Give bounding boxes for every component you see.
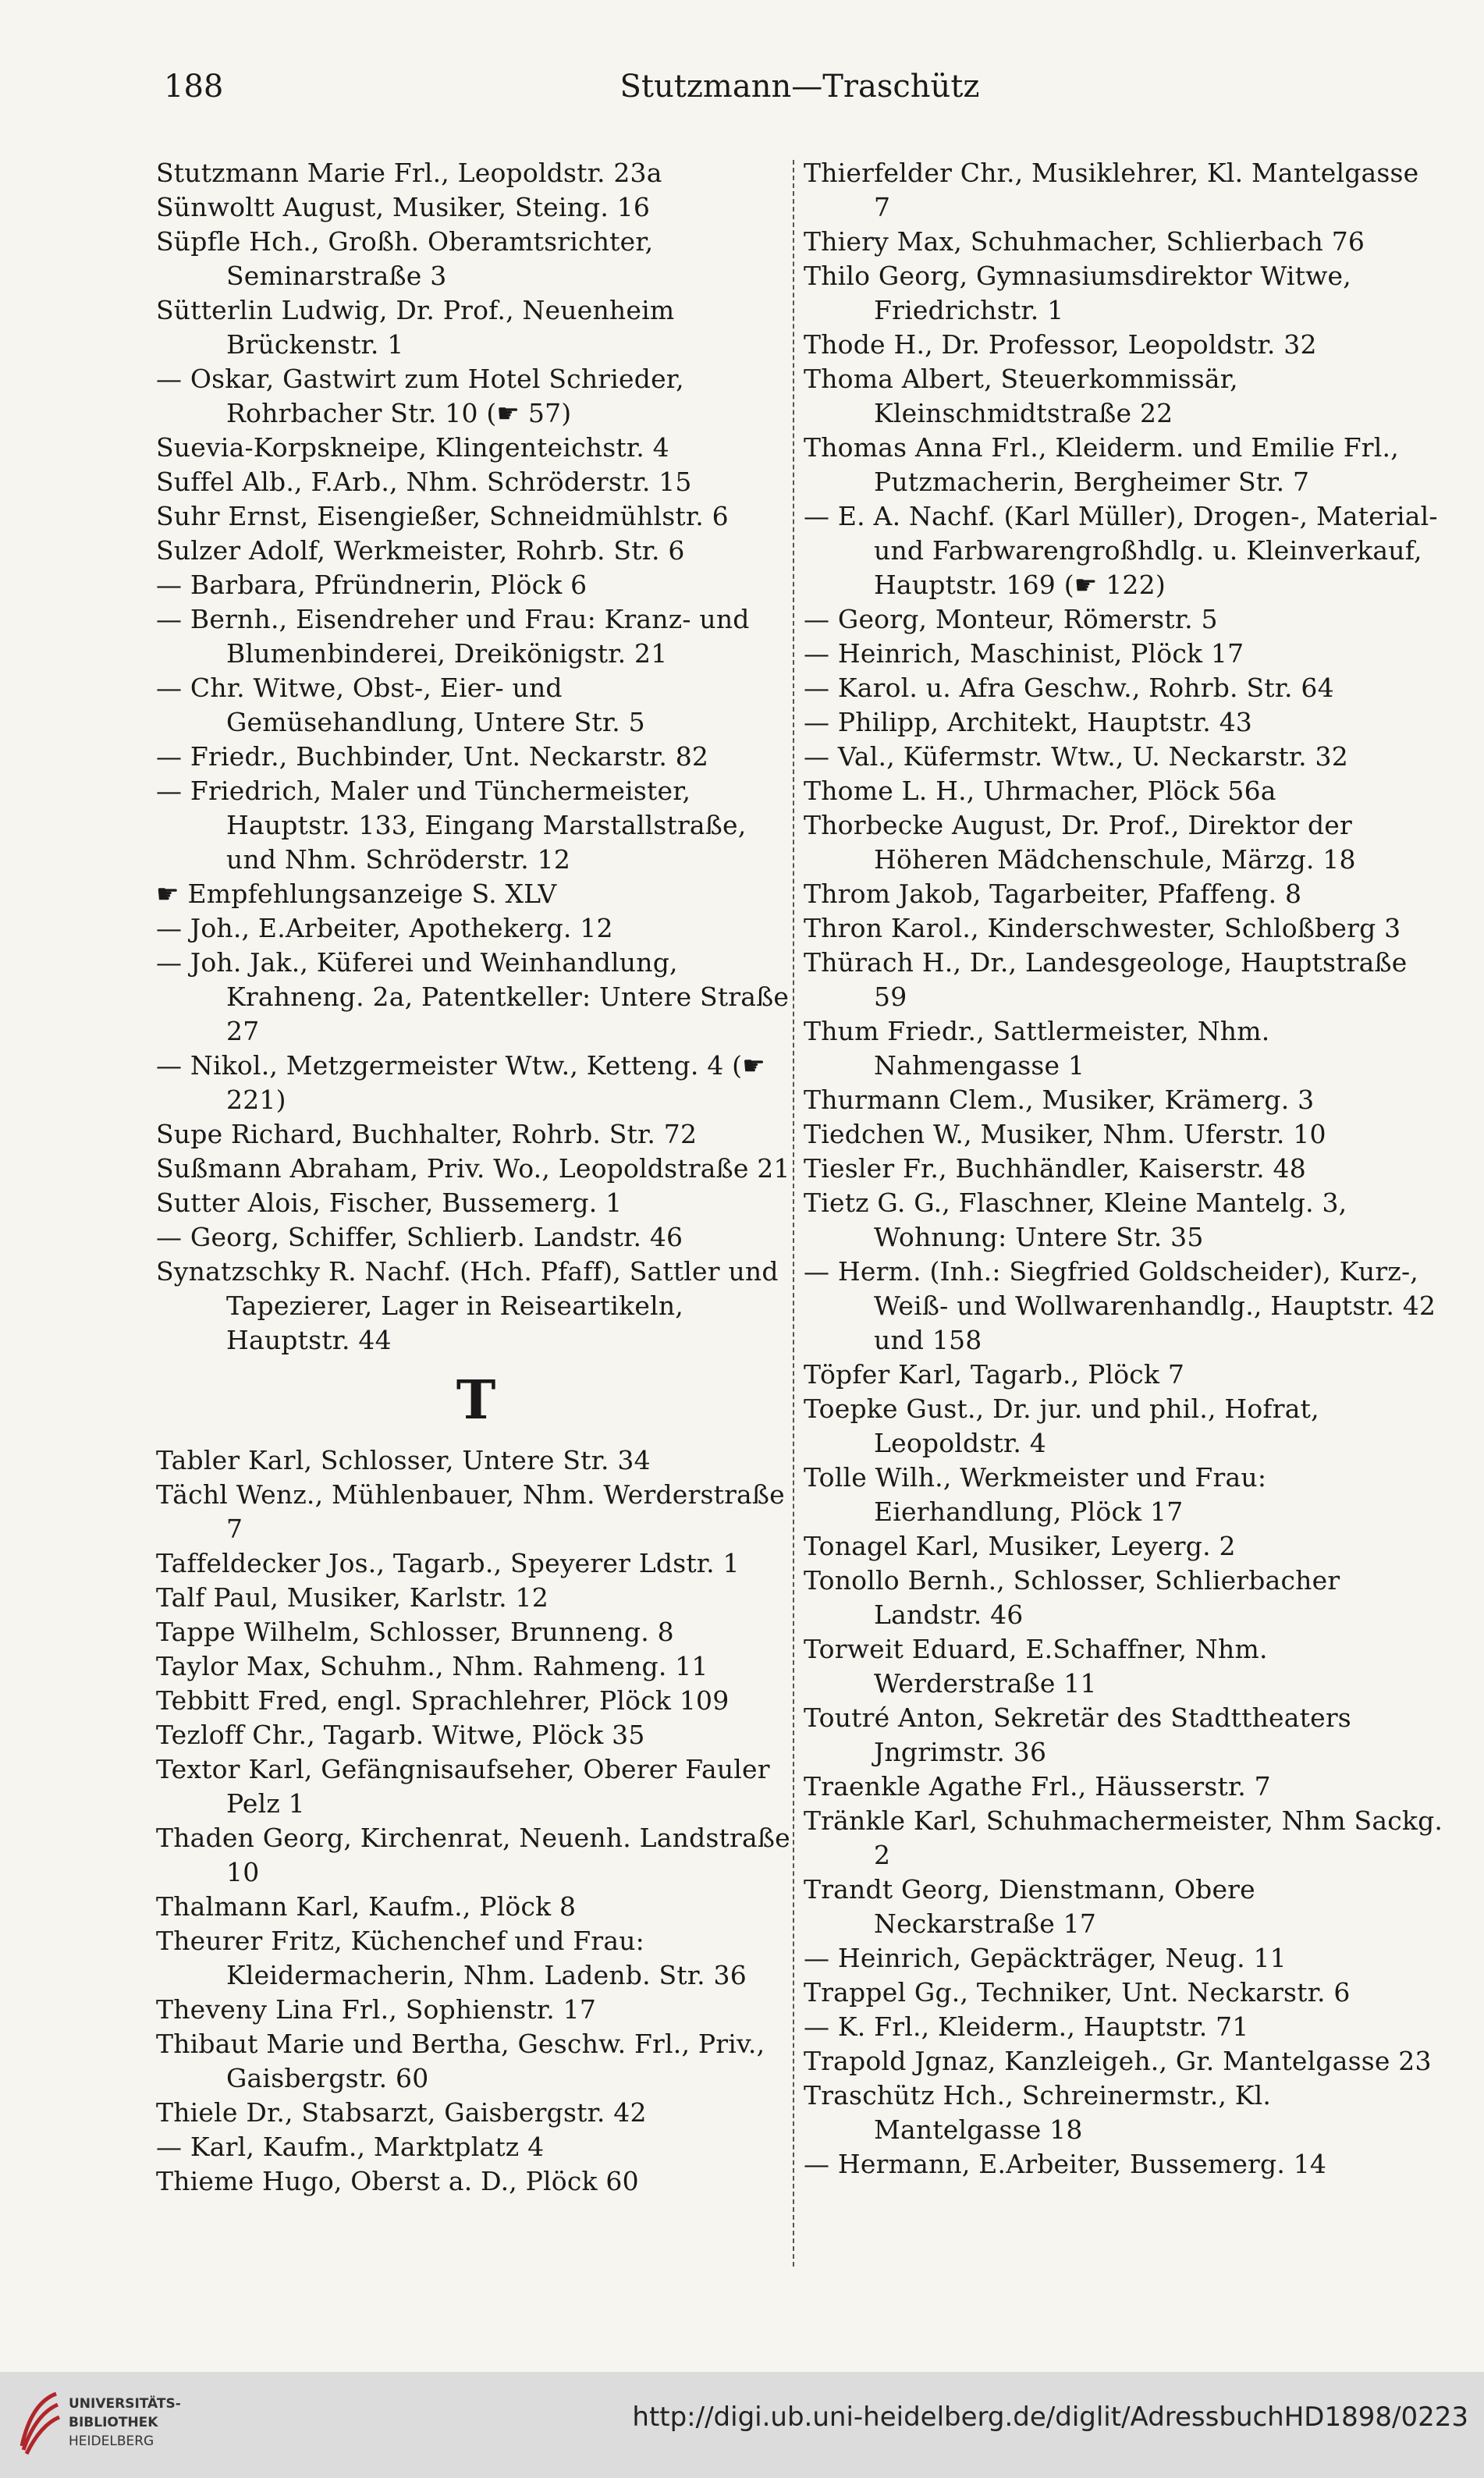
directory-entry: Textor Karl, Gefängnisaufseher, Oberer Fauler Pelz 1 <box>156 1754 770 1819</box>
directory-entry: Thorbecke August, Dr. Prof., Direktor der Höheren Mädchenschule, Märzg. 18 <box>804 810 1356 875</box>
directory-entry: — E. A. Nachf. (Karl Müller), Drogen-, Material- und Farbwarengroßhdlg. u. Kleinverkauf, Hauptstr. 169 (☛ 122) <box>804 501 1438 600</box>
footer-bar <box>0 2372 1484 2478</box>
directory-entry: — Oskar, Gastwirt zum Hotel Schrieder, Rohrbacher Str. 10 (☛ 57) <box>156 364 684 428</box>
directory-entry: Toutré Anton, Sekretär des Stadttheaters Jngrimstr. 36 <box>804 1702 1351 1767</box>
logo-text-line3: HEIDELBERG <box>69 2434 154 2449</box>
directory-entry: Tezloff Chr., Tagarb. Witwe, Plöck 35 <box>156 1720 645 1750</box>
directory-entry: Tächl Wenz., Mühlenbauer, Nhm. Werderstraße 7 <box>156 1479 785 1544</box>
directory-entry: Thoma Albert, Steuerkommissär, Kleinschmidtstraße 22 <box>804 364 1238 428</box>
directory-entry: Throm Jakob, Tagarbeiter, Pfaffeng. 8 <box>804 879 1302 909</box>
directory-entry: Taylor Max, Schuhm., Nhm. Rahmeng. 11 <box>156 1651 708 1681</box>
right-column <box>804 156 1443 2182</box>
directory-entry: — Herm. (Inh.: Siegfried Goldscheider), Kurz-, Weiß- und Wollwarenhandlg., Hauptstr. 42 und 158 <box>804 1256 1436 1355</box>
directory-entry: — Heinrich, Maschinist, Plöck 17 <box>804 638 1244 669</box>
directory-entry: Thurmann Clem., Musiker, Krämerg. 3 <box>804 1085 1315 1115</box>
directory-entry: — Friedr., Buchbinder, Unt. Neckarstr. 82 <box>156 741 709 772</box>
directory-entry: Theveny Lina Frl., Sophienstr. 17 <box>156 1994 597 2025</box>
directory-entry: Thron Karol., Kinderschwester, Schloßberg 3 <box>804 913 1401 943</box>
directory-entry: Süpfle Hch., Großh. Oberamtsrichter, Seminarstraße 3 <box>156 226 654 291</box>
directory-entry: Thiele Dr., Stabsarzt, Gaisbergstr. 42 <box>156 2097 647 2128</box>
directory-entry: Taffeldecker Jos., Tagarb., Speyerer Ldstr. 1 <box>156 1548 740 1578</box>
directory-entry: — Karl, Kaufm., Marktplatz 4 <box>156 2132 545 2162</box>
directory-entry: — Georg, Schiffer, Schlierb. Landstr. 46 <box>156 1222 683 1252</box>
library-logo[interactable] <box>16 2387 203 2466</box>
directory-entry: Sünwoltt August, Musiker, Steing. 16 <box>156 192 651 222</box>
directory-entry: Theurer Fritz, Küchenchef und Frau: Kleidermacherin, Nhm. Ladenb. Str. 36 <box>156 1926 747 1990</box>
directory-entry: Traschütz Hch., Schreinermstr., Kl. Mantelgasse 18 <box>804 2080 1272 2145</box>
directory-entry: Tonagel Karl, Musiker, Leyerg. 2 <box>804 1531 1236 1561</box>
page-header <box>164 69 1436 131</box>
directory-entry: Supe Richard, Buchhalter, Rohrb. Str. 72 <box>156 1119 698 1149</box>
directory-entry: Tränkle Karl, Schuhmachermeister, Nhm Sackg. 2 <box>804 1805 1443 1870</box>
directory-entry: Suevia-Korpskneipe, Klingenteichstr. 4 <box>156 432 669 463</box>
directory-entry: Thode H., Dr. Professor, Leopoldstr. 32 <box>804 329 1317 360</box>
directory-entry: Trapold Jgnaz, Kanzleigeh., Gr. Mantelgasse 23 <box>804 2046 1432 2076</box>
directory-entry: Suhr Ernst, Eisengießer, Schneidmühlstr. 6 <box>156 501 729 531</box>
left-entries-s <box>156 156 796 1358</box>
right-entries <box>804 156 1443 2182</box>
directory-entry: Tabler Karl, Schlosser, Untere Str. 34 <box>156 1445 651 1475</box>
directory-entry: — Val., Küfermstr. Wtw., U. Neckarstr. 32 <box>804 741 1348 772</box>
directory-entry: — Friedrich, Maler und Tünchermeister, Hauptstr. 133, Eingang Marstallstraße, und Nhm. Schröderstr. 12 <box>156 776 747 875</box>
directory-entry: Thalmann Karl, Kaufm., Plöck 8 <box>156 1891 577 1922</box>
logo-text-line1: UNIVERSITÄTS- <box>69 2396 181 2412</box>
directory-entry: — Georg, Monteur, Römerstr. 5 <box>804 604 1218 634</box>
directory-entry: Töpfer Karl, Tagarb., Plöck 7 <box>804 1359 1185 1390</box>
directory-entry: Tiesler Fr., Buchhändler, Kaiserstr. 48 <box>804 1153 1306 1184</box>
section-letter-t: T <box>456 1369 496 1432</box>
directory-entry: — K. Frl., Kleiderm., Hauptstr. 71 <box>804 2011 1249 2042</box>
directory-entry: Synatzschky R. Nachf. (Hch. Pfaff), Sattler und Tapezierer, Lager in Reiseartikeln, Hauptstr. 44 <box>156 1256 779 1355</box>
directory-entry: Tebbitt Fred, engl. Sprachlehrer, Plöck 109 <box>156 1685 730 1716</box>
directory-entry: — Karol. u. Afra Geschw., Rohrb. Str. 64 <box>804 673 1334 703</box>
directory-entry: Tonollo Bernh., Schlosser, Schlierbacher Landstr. 46 <box>804 1565 1340 1630</box>
directory-entry: — Nikol., Metzgermeister Wtw., Ketteng. 4 (☛ 221) <box>156 1050 765 1115</box>
directory-entry: Thaden Georg, Kirchenrat, Neuenh. Landstraße 10 <box>156 1823 790 1887</box>
page-number: 188 <box>164 69 224 105</box>
directory-entry: Sutter Alois, Fischer, Bussemerg. 1 <box>156 1188 623 1218</box>
directory-entry: — Barbara, Pfründnerin, Plöck 6 <box>156 570 588 600</box>
left-column <box>156 156 796 2199</box>
left-entries-t <box>156 1443 796 2199</box>
directory-entry: ☛ Empfehlungsanzeige S. XLV <box>156 879 557 909</box>
directory-entry: — Bernh., Eisendreher und Frau: Kranz- und Blumenbinderei, Dreikönigstr. 21 <box>156 604 750 669</box>
directory-entry: — Joh. Jak., Küferei und Weinhandlung, Krahneng. 2a, Patentkeller: Untere Straße 27 <box>156 947 790 1046</box>
directory-entry: Thum Friedr., Sattlermeister, Nhm. Nahmengasse 1 <box>804 1016 1270 1081</box>
column-divider <box>793 160 794 2267</box>
directory-entry: Stutzmann Marie Frl., Leopoldstr. 23a <box>156 158 662 188</box>
directory-entry: — Chr. Witwe, Obst-, Eier- und Gemüsehandlung, Untere Str. 5 <box>156 673 645 737</box>
directory-entry: Tietz G. G., Flaschner, Kleine Mantelg. 3, Wohnung: Untere Str. 35 <box>804 1188 1347 1252</box>
directory-entry: Thieme Hugo, Oberst a. D., Plöck 60 <box>156 2166 639 2196</box>
directory-entry: Sußmann Abraham, Priv. Wo., Leopoldstraße 21 <box>156 1153 790 1184</box>
directory-entry: Suffel Alb., F.Arb., Nhm. Schröderstr. 15 <box>156 467 692 497</box>
directory-entry: Trappel Gg., Techniker, Unt. Neckarstr. 6 <box>804 1977 1351 2008</box>
logo-text-line2: BIBLIOTHEK <box>69 2415 158 2430</box>
source-url-link[interactable]: http://digi.ub.uni-heidelberg.de/diglit/AdressbuchHD1898/0223 <box>632 2402 1468 2433</box>
directory-entry: Talf Paul, Musiker, Karlstr. 12 <box>156 1582 549 1613</box>
directory-entry: Sulzer Adolf, Werkmeister, Rohrb. Str. 6 <box>156 535 685 566</box>
directory-entry: Thierfelder Chr., Musiklehrer, Kl. Mantelgasse 7 <box>804 158 1419 222</box>
directory-entry: Tappe Wilhelm, Schlosser, Brunneng. 8 <box>156 1617 674 1647</box>
directory-entry: Thome L. H., Uhrmacher, Plöck 56a <box>804 776 1276 806</box>
directory-entry: Thibaut Marie und Bertha, Geschw. Frl., Priv., Gaisbergstr. 60 <box>156 2029 765 2093</box>
directory-entry: Sütterlin Ludwig, Dr. Prof., Neuenheim Brückenstr. 1 <box>156 295 675 360</box>
directory-entry: Tolle Wilh., Werkmeister und Frau: Eierhandlung, Plöck 17 <box>804 1462 1267 1527</box>
directory-entry: Traenkle Agathe Frl., Häusserstr. 7 <box>804 1771 1271 1802</box>
directory-entry: Tiedchen W., Musiker, Nhm. Uferstr. 10 <box>804 1119 1326 1149</box>
page-title: Stutzmann—Traschütz <box>620 69 980 105</box>
directory-entry: — Heinrich, Gepäckträger, Neug. 11 <box>804 1943 1287 1973</box>
directory-entry: Torweit Eduard, E.Schaffner, Nhm. Werderstraße 11 <box>804 1634 1268 1699</box>
directory-entry: — Philipp, Architekt, Hauptstr. 43 <box>804 707 1252 737</box>
directory-entry: Thiery Max, Schuhmacher, Schlierbach 76 <box>804 226 1365 257</box>
directory-entry: — Hermann, E.Arbeiter, Bussemerg. 14 <box>804 2149 1327 2179</box>
directory-entry: Trandt Georg, Dienstmann, Obere Neckarstraße 17 <box>804 1874 1255 1939</box>
directory-entry: Toepke Gust., Dr. jur. und phil., Hofrat, Leopoldstr. 4 <box>804 1393 1319 1458</box>
directory-entry: Thomas Anna Frl., Kleiderm. und Emilie Frl., Putzmacherin, Bergheimer Str. 7 <box>804 432 1399 497</box>
directory-entry: Thürach H., Dr., Landesgeologe, Hauptstraße 59 <box>804 947 1408 1012</box>
directory-entry: — Joh., E.Arbeiter, Apothekerg. 12 <box>156 913 613 943</box>
library-logo-icon <box>16 2387 62 2458</box>
directory-entry: Thilo Georg, Gymnasiumsdirektor Witwe, Friedrichstr. 1 <box>804 261 1351 325</box>
